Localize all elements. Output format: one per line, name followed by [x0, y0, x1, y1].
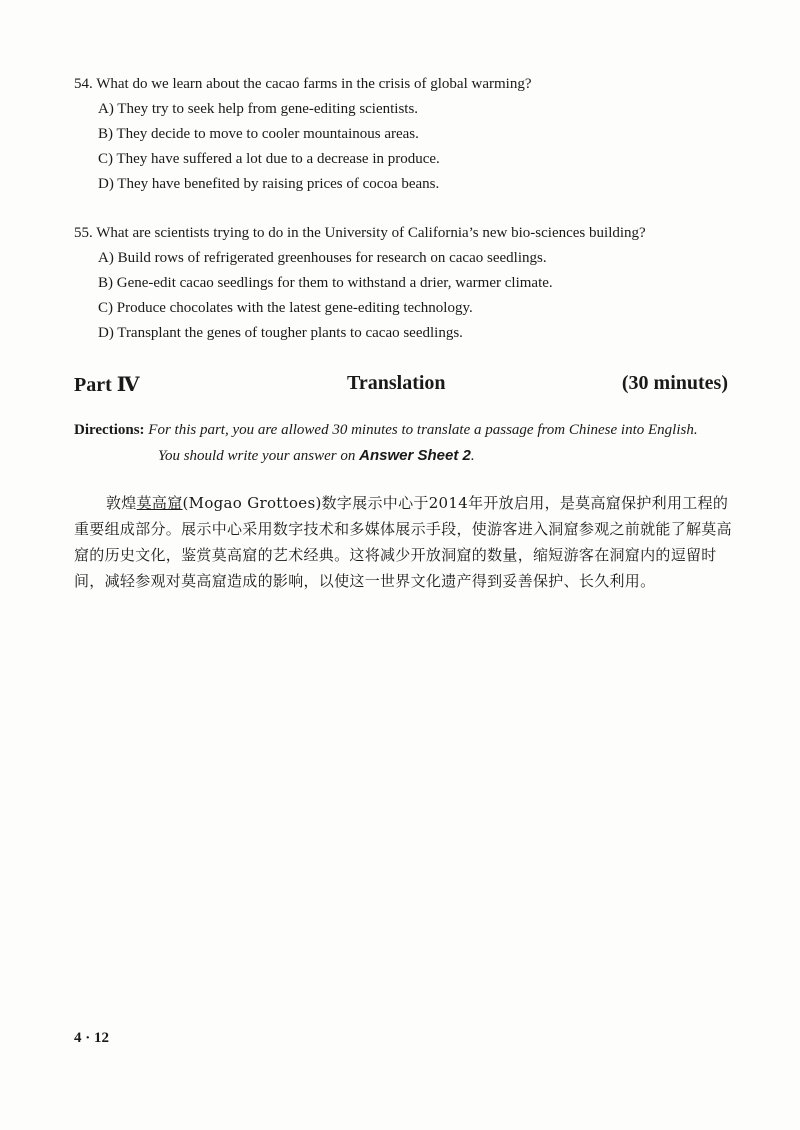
directions-label: Directions: [74, 422, 145, 438]
passage-body: (Mogao Grottoes)数字展示中心于2014年开放启用，是莫高窟保护利用工程的重要组成部分。展示中心采用数字技术和多媒体展示手段，使游客进入洞窟参观之前就能了解莫高窟的历史文化，鉴赏莫高窟的艺术经典。这将减少开放洞窟的数量，缩短游客在洞窟内的逗留时间，减轻参观对莫高窟造成的影响，以使这一世界文化遗产得到妥善保护、长久利用。 [74, 494, 732, 590]
part-label: Part Ⅳ [74, 374, 140, 396]
option-a: A) Build rows of refrigerated greenhouses for research on cacao seedlings. [98, 250, 547, 266]
option-b: B) Gene-edit cacao seedlings for them to withstand a drier, warmer climate. [98, 275, 553, 291]
passage-start: 敦煌 [106, 494, 137, 512]
option-a: A) They try to seek help from gene-editing scientists. [98, 101, 419, 117]
part-header [74, 372, 728, 402]
option-d: D) Transplant the genes of tougher plants to cacao seedlings. [98, 325, 463, 341]
answer-sheet-reference: Answer Sheet 2 [359, 447, 471, 464]
directions-line2-suffix: . [470, 448, 475, 464]
part-title: Translation [347, 372, 446, 394]
directions-text-line2 [74, 443, 754, 469]
translation-passage [74, 490, 734, 594]
option-c: C) Produce chocolates with the latest gene-editing technology. [98, 300, 473, 316]
option-b: B) They decide to move to cooler mountainous areas. [98, 126, 419, 142]
question-54 [74, 72, 754, 197]
question-55 [74, 221, 754, 346]
directions-line2-prefix: You should write your answer on [158, 448, 360, 464]
part-time-limit: (30 minutes) [621, 372, 728, 394]
question-stem: 54. What do we learn about the cacao farms in the crisis of global warming? [74, 76, 532, 92]
page-number: 4 · 12 [74, 1030, 110, 1046]
directions-text-line1: For this part, you are allowed 30 minutes to translate a passage from Chinese into English. [144, 422, 698, 438]
option-d: D) They have benefited by raising prices of cocoa beans. [98, 176, 440, 192]
passage-underlined-term: 莫高窟 [136, 494, 183, 512]
directions [74, 418, 754, 469]
question-stem: 55. What are scientists trying to do in the University of California’s new bio-sciences building? [74, 225, 646, 241]
option-c: C) They have suffered a lot due to a decrease in produce. [98, 151, 440, 167]
